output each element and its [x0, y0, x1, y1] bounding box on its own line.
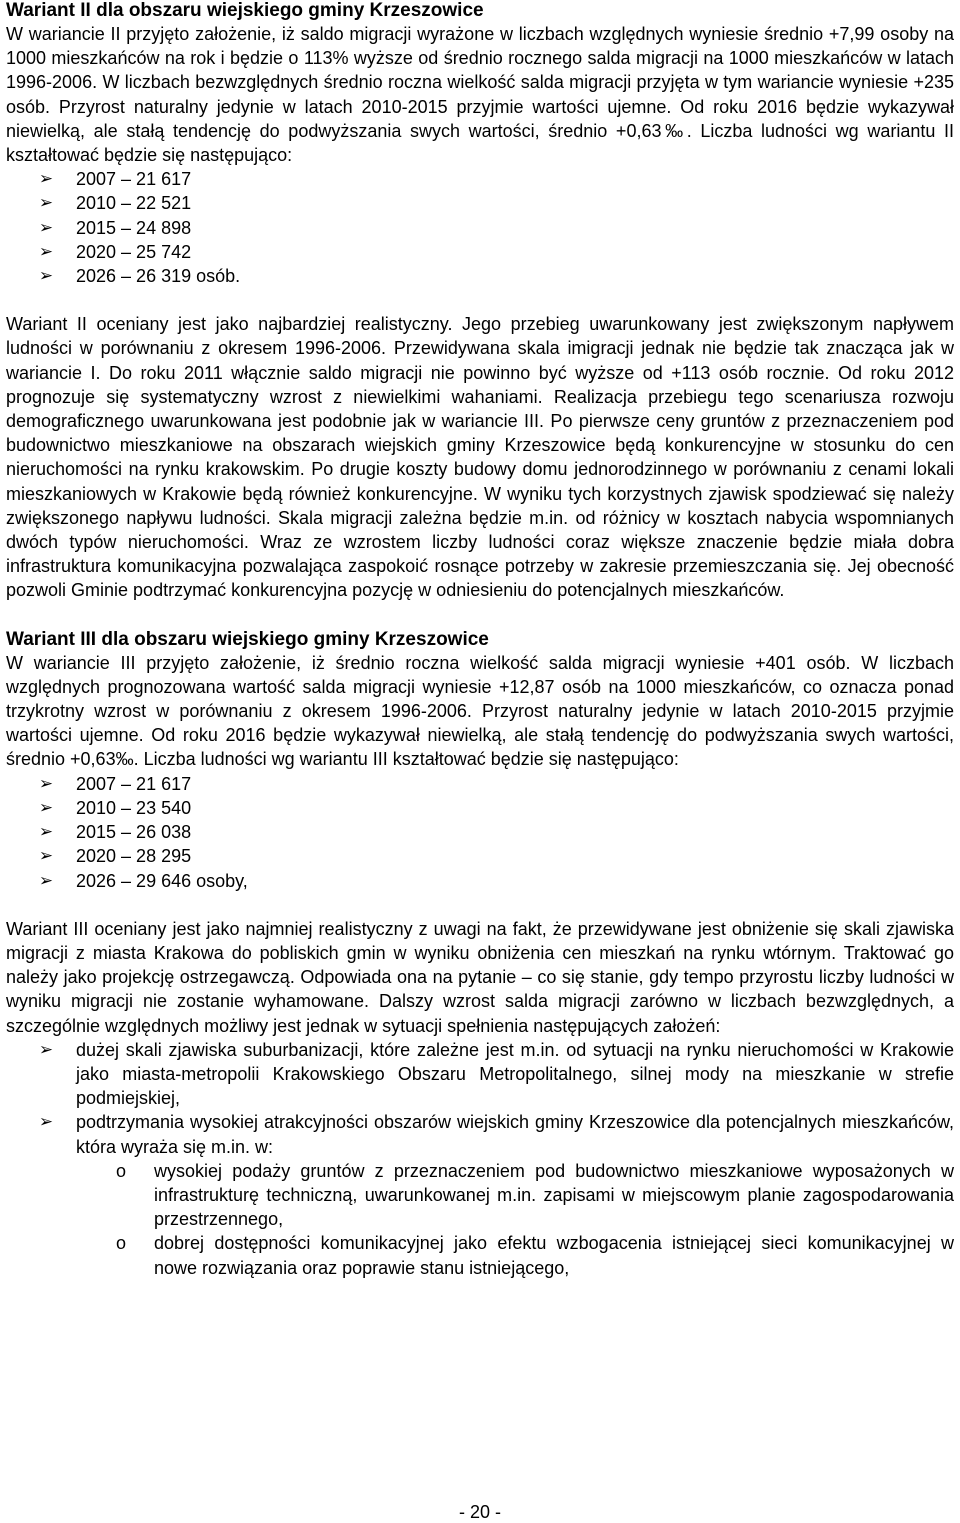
list-item: ➢ 2020 – 25 742	[6, 240, 954, 264]
section-2-intro: W wariancie II przyjęto założenie, iż saldo migracji wyrażone w liczbach względnych wyniesie średnio +7,99 osoby na 1000 mieszkańców na rok i będzie o 113% wyższe od średnio rocznego salda migracji na 1000 mieszkańców w latach 1996-2006. W liczbach bezwzględnych średnio roczna wielkość salda migracji przyjęta w tym wariancie wyniesie +235 osób. Przyrost naturalny jedynie w latach 2010-2015 przyjmie wartości ujemne. Od roku 2016 będzie wykazywał niewielką, ale stałą tendencję do podwyższania swych wartości, średnio +0,63‰. Liczba ludności wg wariantu II kształtować będzie się następująco:	[6, 24, 954, 166]
list-item: ➢ 2020 – 28 295	[6, 844, 954, 868]
arrow-bullet-icon: ➢	[38, 169, 54, 189]
section-2-assessment: Wariant II oceniany jest jako najbardziej realistyczny. Jego przebieg uwarunkowany jest zwiększonym napływem ludności w porównaniu z okresem 1996-2006. Przewidywana skala imigracji jednak nie będzie tak znacząca jak w wariancie I. Do roku 2011 włącznie saldo migracji nie powinno być wyższe od +113 osób rocznie. Od roku 2012 prognozuje się systematyczny wzrost z niewielkimi wahaniami. Realizacja przebiegu tego scenariusza rozwoju demograficznego uwarunkowana jest podobnie jak w wariancie III. Po pierwsze ceny gruntów z przeznaczeniem pod budownictwo mieszkaniowe na obszarach wiejskich gminy Krzeszowice będą konkurencyjne w stosunku do cen nieruchomości na rynku krakowskim. Po drugie koszty budowy domu jednorodzinnego w porównaniu z cenami lokali mieszkaniowych w Krakowie będą również konkurencyjne. W wyniku tych korzystnych zjawisk spodziewać się należy zwiększonego napływu ludności. Skala migracji zależna będzie m.in. od różnicy w kosztach nabycia wspomnianych dwóch typów nieruchomości. Wraz ze wzrostem liczby ludności coraz większe znaczenie będzie miała dobra infrastruktura komunikacyjna pozwalająca zaspokoić rosnące potrzeby w zakresie przemieszczania się. Jej obecność pozwoli Gminie podtrzymać konkurencyjna pozycję w odniesieniu do potencjalnych mieszkańców.	[6, 314, 954, 601]
section-3-subconditions-list	[6, 1159, 954, 1280]
list-item: ➢ 2007 – 21 617	[6, 167, 954, 191]
list-item: ➢ 2007 – 21 617	[6, 772, 954, 796]
section-2-heading: Wariant II dla obszaru wiejskiego gminy Krzeszowice	[6, 0, 484, 21]
arrow-bullet-icon: ➢	[38, 217, 54, 237]
arrow-bullet-icon: ➢	[38, 822, 54, 842]
section-3-population-list	[6, 772, 954, 893]
page-number: - 20 -	[458, 1502, 501, 1522]
section-2-population-list	[6, 167, 954, 288]
section-3-heading: Wariant III dla obszaru wiejskiego gminy Krzeszowice	[6, 628, 489, 650]
arrow-bullet-icon: ➢	[38, 773, 54, 793]
list-item: ➢ 2026 – 29 646 osoby,	[6, 869, 954, 893]
list-item: ➢ 2010 – 23 540	[6, 796, 954, 820]
arrow-bullet-icon: ➢	[38, 266, 54, 286]
list-item: ➢ 2010 – 22 521	[6, 191, 954, 215]
arrow-bullet-icon: ➢	[38, 846, 54, 866]
list-item: ➢ 2015 – 24 898	[6, 216, 954, 240]
arrow-bullet-icon: ➢	[38, 797, 54, 817]
arrow-bullet-icon: ➢	[38, 1112, 54, 1132]
list-item: o wysokiej podaży gruntów z przeznaczeniem pod budownictwo mieszkaniowe wyposażonych w infrastrukturę techniczną, uwarunkowanej m.in. zapisami w miejscowym planie zagospodarowania przestrzennego,	[116, 1160, 954, 1230]
arrow-bullet-icon: ➢	[38, 193, 54, 213]
section-3-conditions-list	[6, 1038, 954, 1159]
arrow-bullet-icon: ➢	[38, 1039, 54, 1059]
list-item: ➢ podtrzymania wysokiej atrakcyjności obszarów wiejskich gminy Krzeszowice dla potencjalnych mieszkańców, która wyraża się m.in. w:	[6, 1110, 954, 1158]
section-3-intro: W wariancie III przyjęto założenie, iż średnio roczna wielkość salda migracji wyniesie +401 osób. W liczbach względnych prognozowana wartość salda migracji wyniesie +12,87 osób na 1000 mieszkańców, co oznacza ponad trzykrotny wzrost w porównaniu z okresem 1996-2006. Przyrost naturalny jedynie w latach 2010-2015 przyjmie wartości ujemne. Od roku 2016 będzie wykazywał niewielką, ale stałą tendencję do podwyższania swych wartości, średnio +0,63‰. Liczba ludności wg wariantu III kształtować będzie się następująco:	[6, 652, 954, 770]
arrow-bullet-icon: ➢	[38, 241, 54, 261]
list-item: ➢ dużej skali zjawiska suburbanizacji, które zależne jest m.in. od sytuacji na rynku nieruchomości w Krakowie jako miasta-metropolii Krakowskiego Obszaru Metropolitalnego, silnej mody na mieszkanie w strefie podmiejskiej,	[6, 1038, 954, 1111]
section-3-assessment: Wariant III oceniany jest jako najmniej realistyczny z uwagi na fakt, że przewidywane jest obniżenie się skali zjawiska migracji z miasta Krakowa do pobliskich gmin w wyniku obniżenia cen mieszkań na rynku wtórnym. Traktować go należy jako projekcję ostrzegawczą. Odpowiada ona na pytanie – co się stanie, gdy tempo przyrostu liczby ludności w wyniku migracji nie zostanie wyhamowane. Dalszy wzrost salda migracji zarówno w liczbach bezwzględnych, a szczególnie względnych możliwy jest jednak w sytuacji spełnienia następujących założeń:	[6, 918, 954, 1036]
arrow-bullet-icon: ➢	[38, 870, 54, 890]
list-item: ➢ 2015 – 26 038	[6, 820, 954, 844]
document-page	[6, 0, 954, 1280]
list-item: ➢ 2026 – 26 319 osób.	[6, 264, 954, 288]
circle-bullet-icon: o	[116, 1233, 127, 1254]
circle-bullet-icon: o	[116, 1160, 127, 1181]
list-item: o dobrej dostępności komunikacyjnej jako efektu wzbogacenia istniejącej sieci komunikacyjnej w nowe rozwiązania oraz poprawie stanu istniejącego,	[116, 1233, 954, 1278]
